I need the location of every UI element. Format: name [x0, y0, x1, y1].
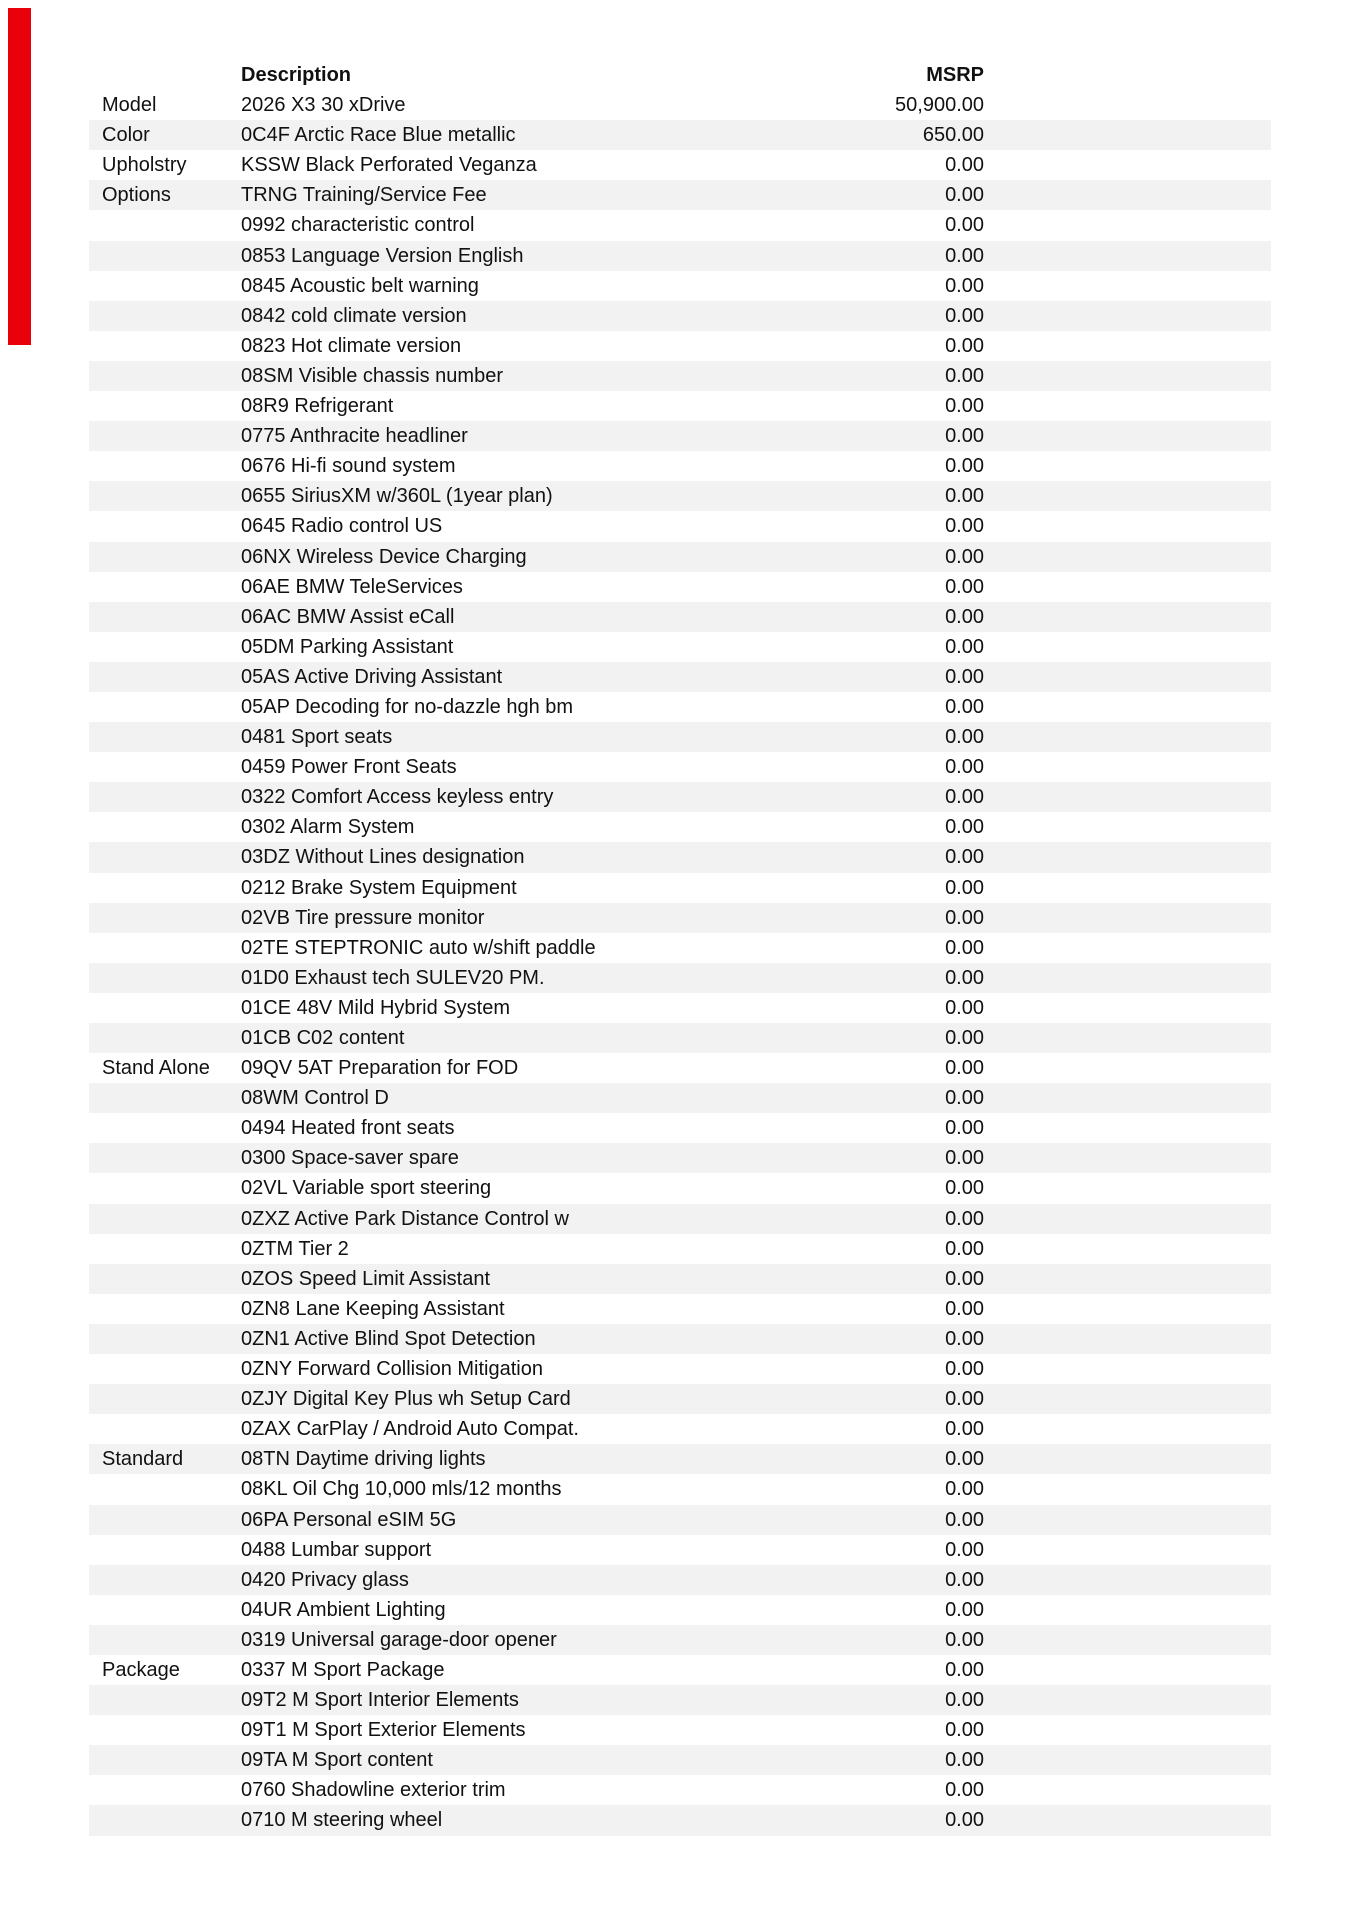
column-header-description: Description [241, 64, 352, 86]
category-cell [89, 481, 241, 511]
description-cell: 08KL Oil Chg 10,000 mls/12 months [241, 1478, 562, 1501]
description-cell: 0C4F Arctic Race Blue metallic [241, 124, 516, 147]
table-row [89, 421, 1271, 451]
row-spacer [984, 361, 1271, 391]
table-row [89, 120, 1271, 150]
description-cell: 0842 cold climate version [241, 304, 467, 327]
description-cell: 03DZ Without Lines designation [241, 846, 525, 869]
msrp-cell: 0.00 [945, 1749, 984, 1772]
row-spacer [984, 1023, 1271, 1053]
pricing-table [89, 60, 1271, 1836]
description-cell: KSSW Black Perforated Veganza [241, 154, 537, 177]
row-spacer [984, 1294, 1271, 1324]
description-cell: 0992 characteristic control [241, 214, 475, 237]
description-cell: 0319 Universal garage-door opener [241, 1628, 557, 1651]
category-cell [89, 1083, 241, 1113]
row-spacer [984, 1685, 1271, 1715]
description-cell: 0ZJY Digital Key Plus wh Setup Card [241, 1388, 571, 1411]
msrp-cell: 0.00 [945, 274, 984, 297]
row-spacer [984, 1113, 1271, 1143]
msrp-cell: 0.00 [945, 1267, 984, 1290]
msrp-cell: 50,900.00 [895, 94, 984, 117]
table-row [89, 1053, 1271, 1083]
column-header-category [89, 60, 241, 90]
table-row [89, 331, 1271, 361]
msrp-cell: 0.00 [945, 184, 984, 207]
table-row [89, 150, 1271, 180]
row-spacer [984, 933, 1271, 963]
category-cell [89, 602, 241, 632]
msrp-cell: 0.00 [945, 1027, 984, 1049]
row-spacer [984, 1595, 1271, 1625]
msrp-cell: 0.00 [945, 214, 984, 237]
red-redaction-bar [8, 8, 31, 345]
category-cell [89, 1745, 241, 1775]
description-cell: 0337 M Sport Package [241, 1658, 445, 1681]
msrp-cell: 0.00 [945, 1809, 984, 1832]
description-cell: 08TN Daytime driving lights [241, 1448, 486, 1471]
table-row [89, 963, 1271, 993]
description-cell: 06PA Personal eSIM 5G [241, 1508, 457, 1531]
row-spacer [984, 542, 1271, 572]
row-spacer [984, 271, 1271, 301]
description-cell: 02VB Tire pressure monitor [241, 906, 485, 929]
table-row [89, 1143, 1271, 1173]
msrp-cell: 0.00 [945, 515, 984, 538]
table-row [89, 752, 1271, 782]
column-header-msrp: MSRP [926, 64, 984, 86]
table-row [89, 572, 1271, 602]
description-cell: 0212 Brake System Equipment [241, 876, 517, 899]
category-cell [89, 722, 241, 752]
row-spacer [984, 331, 1271, 361]
category-cell [89, 632, 241, 662]
category-cell [89, 1685, 241, 1715]
category-cell [89, 1565, 241, 1595]
description-cell: 0ZTM Tier 2 [241, 1237, 349, 1260]
description-cell: 06AC BMW Assist eCall [241, 605, 455, 628]
row-spacer [984, 1053, 1271, 1083]
msrp-cell: 0.00 [945, 1448, 984, 1471]
description-cell: 08R9 Refrigerant [241, 395, 394, 418]
msrp-cell: 0.00 [945, 364, 984, 387]
table-row [89, 481, 1271, 511]
msrp-cell: 0.00 [945, 244, 984, 267]
msrp-cell: 0.00 [945, 395, 984, 418]
table-row [89, 933, 1271, 963]
category-cell: Stand Alone [102, 1057, 210, 1080]
row-spacer [984, 451, 1271, 481]
description-cell: 0645 Radio control US [241, 515, 443, 538]
row-spacer [984, 1324, 1271, 1354]
row-spacer [984, 90, 1271, 120]
msrp-cell: 0.00 [945, 1207, 984, 1230]
table-rows [89, 90, 1271, 1835]
description-cell: 05AP Decoding for no-dazzle hgh bm [241, 695, 574, 718]
description-cell: 0845 Acoustic belt warning [241, 274, 479, 297]
msrp-cell: 0.00 [945, 1177, 984, 1200]
category-cell [89, 662, 241, 692]
msrp-cell: 0.00 [945, 726, 984, 749]
table-row [89, 692, 1271, 722]
row-spacer [984, 632, 1271, 662]
description-cell: 06AE BMW TeleServices [241, 575, 463, 598]
row-spacer [984, 963, 1271, 993]
msrp-cell: 0.00 [945, 1297, 984, 1320]
table-row [89, 451, 1271, 481]
msrp-cell: 0.00 [945, 756, 984, 779]
table-row [89, 782, 1271, 812]
row-spacer [984, 210, 1271, 240]
msrp-cell: 0.00 [945, 605, 984, 628]
row-spacer [984, 903, 1271, 933]
msrp-cell: 0.00 [945, 485, 984, 508]
description-cell: 06NX Wireless Device Charging [241, 545, 527, 568]
category-cell [89, 1505, 241, 1535]
description-cell: 0655 SiriusXM w/360L (1year plan) [241, 485, 553, 508]
table-row [89, 1505, 1271, 1535]
description-cell: 04UR Ambient Lighting [241, 1598, 446, 1621]
msrp-cell: 0.00 [945, 1478, 984, 1501]
description-cell: 02TE STEPTRONIC auto w/shift paddle [241, 936, 596, 959]
row-spacer [984, 1444, 1271, 1474]
table-row [89, 1474, 1271, 1504]
table-row [89, 903, 1271, 933]
category-cell: Color [102, 124, 150, 147]
description-cell: 09TA M Sport content [241, 1749, 433, 1772]
row-spacer [984, 1625, 1271, 1655]
msrp-cell: 0.00 [945, 425, 984, 448]
table-row [89, 90, 1271, 120]
msrp-cell: 0.00 [945, 1779, 984, 1802]
description-cell: 01D0 Exhaust tech SULEV20 PM. [241, 966, 545, 989]
table-row [89, 1294, 1271, 1324]
row-spacer [984, 241, 1271, 271]
msrp-cell: 0.00 [945, 545, 984, 568]
table-row [89, 1204, 1271, 1234]
table-row [89, 812, 1271, 842]
table-row [89, 1685, 1271, 1715]
table-row [89, 1023, 1271, 1053]
description-cell: 09T2 M Sport Interior Elements [241, 1689, 519, 1712]
category-cell [89, 873, 241, 903]
description-cell: 0ZXZ Active Park Distance Control w [241, 1207, 569, 1230]
category-cell: Upholstry [102, 154, 187, 177]
category-cell [89, 1414, 241, 1444]
table-row [89, 993, 1271, 1023]
msrp-cell: 0.00 [945, 1598, 984, 1621]
category-cell [89, 1474, 241, 1504]
msrp-cell: 0.00 [945, 966, 984, 989]
category-cell [89, 1625, 241, 1655]
category-cell [89, 421, 241, 451]
row-spacer [984, 481, 1271, 511]
table-row [89, 1775, 1271, 1805]
category-cell [89, 842, 241, 872]
description-cell: 0ZN8 Lane Keeping Assistant [241, 1297, 505, 1320]
description-cell: 0710 M steering wheel [241, 1809, 443, 1832]
category-cell: Standard [102, 1448, 184, 1471]
category-cell [89, 933, 241, 963]
table-row [89, 1264, 1271, 1294]
msrp-cell: 0.00 [945, 334, 984, 357]
description-cell: 0488 Lumbar support [241, 1538, 432, 1561]
category-cell: Model [102, 94, 157, 117]
description-cell: 2026 X3 30 xDrive [241, 94, 406, 117]
category-cell [89, 1384, 241, 1414]
row-spacer [984, 391, 1271, 421]
row-spacer [984, 1414, 1271, 1444]
description-cell: 0459 Power Front Seats [241, 756, 457, 779]
description-cell: 0ZAX CarPlay / Android Auto Compat. [241, 1418, 579, 1441]
description-cell: 01CE 48V Mild Hybrid System [241, 996, 510, 1019]
row-spacer [984, 421, 1271, 451]
category-cell [89, 903, 241, 933]
description-cell: 0853 Language Version English [241, 244, 524, 267]
description-cell: 09QV 5AT Preparation for FOD [241, 1057, 519, 1080]
msrp-cell: 0.00 [945, 154, 984, 177]
msrp-cell: 0.00 [945, 816, 984, 839]
category-cell [89, 692, 241, 722]
category-cell [89, 1805, 241, 1835]
table-row [89, 873, 1271, 903]
row-spacer [984, 1234, 1271, 1264]
table-row [89, 210, 1271, 240]
category-cell [89, 210, 241, 240]
row-spacer [984, 120, 1271, 150]
row-spacer [984, 1745, 1271, 1775]
description-cell: 0ZNY Forward Collision Mitigation [241, 1358, 543, 1381]
row-spacer [984, 1264, 1271, 1294]
msrp-cell: 0.00 [945, 1658, 984, 1681]
table-row [89, 1083, 1271, 1113]
description-cell: 0302 Alarm System [241, 816, 415, 839]
msrp-cell: 0.00 [945, 876, 984, 899]
msrp-cell: 0.00 [945, 1719, 984, 1742]
table-row [89, 1324, 1271, 1354]
row-spacer [984, 1143, 1271, 1173]
description-cell: 0322 Comfort Access keyless entry [241, 786, 554, 809]
row-spacer [984, 572, 1271, 602]
row-spacer [984, 602, 1271, 632]
category-cell [89, 542, 241, 572]
table-row [89, 1173, 1271, 1203]
msrp-cell: 0.00 [945, 1087, 984, 1110]
row-spacer [984, 1805, 1271, 1835]
description-cell: 0676 Hi-fi sound system [241, 455, 456, 478]
row-spacer [984, 993, 1271, 1023]
msrp-cell: 0.00 [945, 635, 984, 658]
row-spacer [984, 752, 1271, 782]
msrp-cell: 0.00 [945, 1057, 984, 1080]
header-spacer [984, 60, 1271, 90]
row-spacer [984, 1565, 1271, 1595]
table-row [89, 1354, 1271, 1384]
msrp-cell: 0.00 [945, 1237, 984, 1260]
row-spacer [984, 1204, 1271, 1234]
table-row [89, 1745, 1271, 1775]
description-cell: 09T1 M Sport Exterior Elements [241, 1719, 526, 1742]
category-cell [89, 1715, 241, 1745]
msrp-cell: 0.00 [945, 1117, 984, 1140]
category-cell [89, 1173, 241, 1203]
category-cell [89, 963, 241, 993]
msrp-cell: 0.00 [945, 1689, 984, 1712]
category-cell [89, 1204, 241, 1234]
description-cell: 05DM Parking Assistant [241, 635, 454, 658]
row-spacer [984, 1715, 1271, 1745]
row-spacer [984, 1655, 1271, 1685]
row-spacer [984, 812, 1271, 842]
msrp-cell: 0.00 [945, 695, 984, 718]
description-cell: 0ZOS Speed Limit Assistant [241, 1267, 491, 1290]
row-spacer [984, 301, 1271, 331]
category-cell [89, 1143, 241, 1173]
table-row [89, 662, 1271, 692]
msrp-cell: 0.00 [945, 846, 984, 869]
table-row [89, 1414, 1271, 1444]
table-row [89, 301, 1271, 331]
table-row [89, 1234, 1271, 1264]
msrp-cell: 0.00 [945, 1628, 984, 1651]
row-spacer [984, 842, 1271, 872]
msrp-cell: 0.00 [945, 1358, 984, 1381]
table-row [89, 602, 1271, 632]
row-spacer [984, 873, 1271, 903]
category-cell [89, 331, 241, 361]
row-spacer [984, 1083, 1271, 1113]
description-cell: 01CB C02 content [241, 1027, 405, 1049]
category-cell [89, 1595, 241, 1625]
table-row [89, 1113, 1271, 1143]
table-row [89, 1625, 1271, 1655]
msrp-cell: 0.00 [945, 1538, 984, 1561]
msrp-cell: 0.00 [945, 1327, 984, 1350]
category-cell [89, 511, 241, 541]
msrp-cell: 0.00 [945, 996, 984, 1019]
table-row [89, 180, 1271, 210]
row-spacer [984, 1505, 1271, 1535]
description-cell: 05AS Active Driving Assistant [241, 665, 503, 688]
category-cell [89, 752, 241, 782]
category-cell [89, 1354, 241, 1384]
category-cell: Options [102, 184, 171, 207]
table-row [89, 241, 1271, 271]
msrp-cell: 0.00 [945, 665, 984, 688]
table-row [89, 1655, 1271, 1685]
description-cell: 0420 Privacy glass [241, 1568, 409, 1591]
category-cell [89, 391, 241, 421]
category-cell: Package [102, 1658, 180, 1681]
row-spacer [984, 782, 1271, 812]
msrp-cell: 0.00 [945, 1418, 984, 1441]
category-cell [89, 782, 241, 812]
category-cell [89, 1294, 241, 1324]
description-cell: 0ZN1 Active Blind Spot Detection [241, 1327, 536, 1350]
row-spacer [984, 692, 1271, 722]
description-cell: 0775 Anthracite headliner [241, 425, 468, 448]
row-spacer [984, 1354, 1271, 1384]
description-cell: 08WM Control D [241, 1087, 389, 1110]
msrp-cell: 0.00 [945, 575, 984, 598]
description-cell: 0300 Space-saver spare [241, 1147, 459, 1170]
row-spacer [984, 722, 1271, 752]
row-spacer [984, 1775, 1271, 1805]
category-cell [89, 361, 241, 391]
row-spacer [984, 662, 1271, 692]
category-cell [89, 1023, 241, 1053]
table-row [89, 632, 1271, 662]
category-cell [89, 1324, 241, 1354]
category-cell [89, 812, 241, 842]
msrp-cell: 0.00 [945, 455, 984, 478]
msrp-cell: 0.00 [945, 1388, 984, 1411]
description-cell: 0760 Shadowline exterior trim [241, 1779, 506, 1802]
table-row [89, 1444, 1271, 1474]
table-row [89, 1595, 1271, 1625]
row-spacer [984, 511, 1271, 541]
msrp-cell: 0.00 [945, 1568, 984, 1591]
category-cell [89, 271, 241, 301]
category-cell [89, 301, 241, 331]
row-spacer [984, 1384, 1271, 1414]
description-cell: 08SM Visible chassis number [241, 364, 503, 387]
row-spacer [984, 150, 1271, 180]
description-cell: TRNG Training/Service Fee [241, 184, 487, 207]
msrp-cell: 0.00 [945, 304, 984, 327]
table-row [89, 1535, 1271, 1565]
msrp-cell: 0.00 [945, 936, 984, 959]
category-cell [89, 1234, 241, 1264]
description-cell: 0494 Heated front seats [241, 1117, 455, 1140]
table-row [89, 511, 1271, 541]
row-spacer [984, 180, 1271, 210]
table-row [89, 1805, 1271, 1835]
category-cell [89, 572, 241, 602]
msrp-cell: 0.00 [945, 1508, 984, 1531]
category-cell [89, 1775, 241, 1805]
row-spacer [984, 1173, 1271, 1203]
category-cell [89, 451, 241, 481]
description-cell: 0481 Sport seats [241, 726, 393, 749]
table-row [89, 542, 1271, 572]
category-cell [89, 241, 241, 271]
category-cell [89, 993, 241, 1023]
msrp-cell: 650.00 [922, 124, 984, 147]
category-cell [89, 1113, 241, 1143]
table-row [89, 1715, 1271, 1745]
row-spacer [984, 1535, 1271, 1565]
category-cell [89, 1264, 241, 1294]
msrp-cell: 0.00 [945, 786, 984, 809]
msrp-cell: 0.00 [945, 1147, 984, 1170]
table-row [89, 842, 1271, 872]
description-cell: 02VL Variable sport steering [241, 1177, 492, 1200]
table-row [89, 361, 1271, 391]
description-cell: 0823 Hot climate version [241, 334, 462, 357]
row-spacer [984, 1474, 1271, 1504]
table-row [89, 1565, 1271, 1595]
table-header-row [89, 60, 1271, 90]
category-cell [89, 1535, 241, 1565]
table-row [89, 1384, 1271, 1414]
table-row [89, 722, 1271, 752]
msrp-cell: 0.00 [945, 906, 984, 929]
table-row [89, 271, 1271, 301]
table-row [89, 391, 1271, 421]
